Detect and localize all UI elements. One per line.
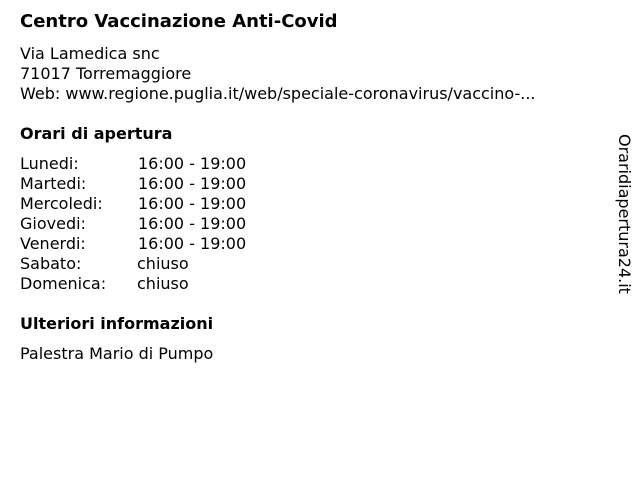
hours-row [20,154,320,174]
time-value: chiuso [137,274,189,293]
hours-row [20,174,320,194]
hours-row [20,214,320,234]
further-info-text: Palestra Mario di Pumpo [20,344,214,363]
day-label: Domenica: [20,274,107,293]
time-value: 16:00 - 19:00 [138,194,247,213]
opening-hours-table [20,154,320,294]
time-value: 16:00 - 19:00 [138,174,247,193]
city-postcode: 71017 Torremaggiore [20,64,192,83]
page-title: Centro Vaccinazione Anti-Covid [20,11,338,32]
street-address: Via Lamedica snc [20,44,160,63]
address-block [20,44,536,104]
site-watermark: Oraridiapertura24.it [615,134,634,294]
opening-hours-heading: Orari di apertura [20,124,173,143]
hours-row [20,254,320,274]
further-info-heading: Ulteriori informazioni [20,314,214,333]
time-value: chiuso [137,254,189,273]
day-label: Martedi: [20,174,87,193]
time-value: 16:00 - 19:00 [138,234,247,253]
time-value: 16:00 - 19:00 [138,214,247,233]
day-label: Lunedi: [20,154,79,173]
day-label: Mercoledi: [20,194,103,213]
website-text: Web: www.regione.puglia.it/web/speciale-coronavirus/vaccino-... [20,84,536,103]
day-label: Giovedi: [20,214,86,233]
day-label: Venerdi: [20,234,86,253]
hours-row [20,274,320,294]
time-value: 16:00 - 19:00 [138,154,247,173]
day-label: Sabato: [20,254,82,273]
hours-row [20,194,320,214]
hours-row [20,234,320,254]
